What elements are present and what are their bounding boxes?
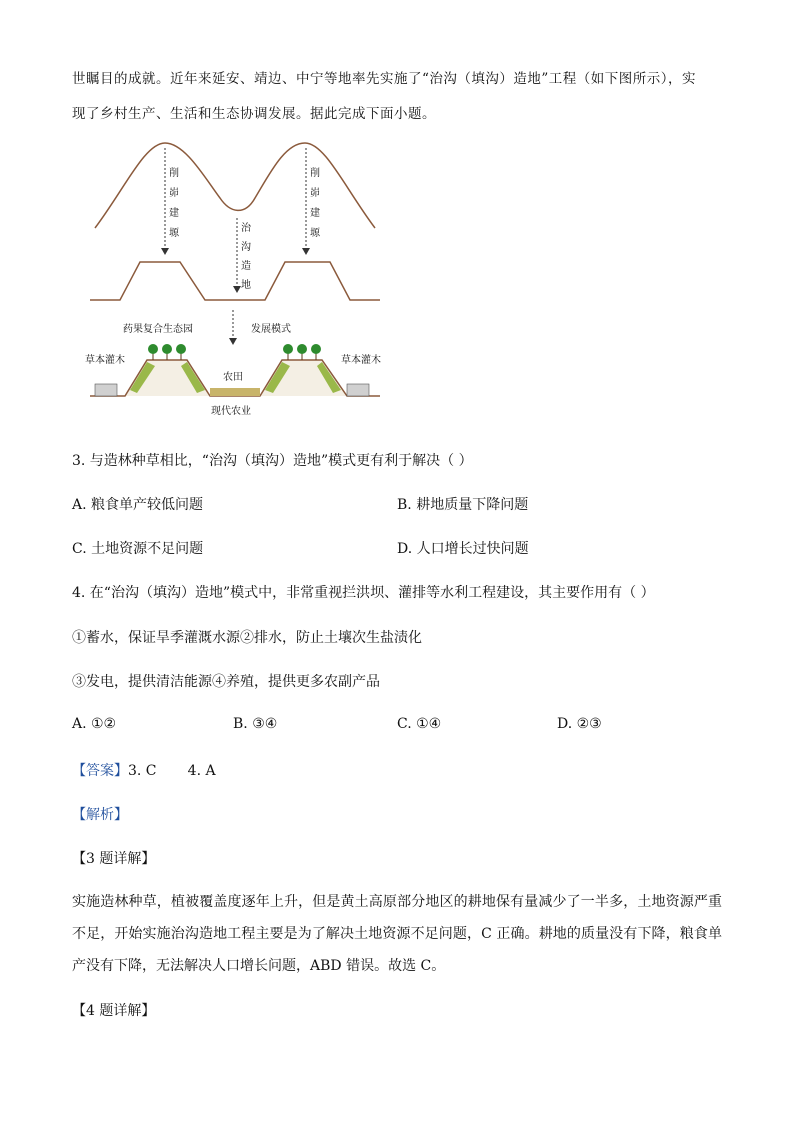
left-arrow-char: 塬 bbox=[169, 228, 179, 239]
left-arrow-char: 削 bbox=[169, 168, 179, 179]
q4-detail-title: 【4 题详解】 bbox=[72, 1003, 156, 1019]
left-arrow-char: 峁 bbox=[169, 188, 179, 199]
modern-agri-label: 现代农业 bbox=[211, 406, 251, 417]
dev-mode-label: 发展模式 bbox=[251, 324, 291, 335]
answer-text: 3. C 4. A bbox=[128, 763, 216, 779]
tree-icon bbox=[162, 344, 172, 360]
shrub-patch bbox=[347, 384, 369, 396]
arrow-down-icon bbox=[302, 248, 310, 255]
left-shrub-label: 草本灌木 bbox=[85, 355, 125, 366]
shrub-patch bbox=[95, 384, 117, 396]
tree-icon bbox=[311, 344, 321, 360]
q3-detail-body: 实施造林种草，植被覆盖度逐年上升，但是黄土高原部分地区的耕地保有量减少了一半多，土地资源严重不足，开始实施治沟造地工程主要是为了解决土地资源不足问题，C 正确。耕地的质量没有下降，粮食单产没有下降，无法解决人口增长问题，ABD 错误。故选 C。 bbox=[72, 894, 722, 974]
q4-stem: 4. 在“治沟（填沟）造地”模式中，非常重视拦洪坝、灌排等水利工程建设，其主要作用有（ ） bbox=[72, 585, 655, 601]
farmland-label: 农田 bbox=[223, 372, 243, 383]
right-arrow-char: 建 bbox=[310, 208, 320, 219]
intro-line-1: 世瞩目的成就。近年来延安、靖边、中宁等地率先实施了“治沟（填沟）造地”工程（如下图所示），实 bbox=[72, 71, 697, 87]
gully-land-diagram bbox=[85, 138, 405, 423]
right-arrow-char: 削 bbox=[310, 168, 320, 179]
middle-arrow-char: 沟 bbox=[241, 242, 251, 253]
right-shrub-label: 草本灌木 bbox=[341, 355, 381, 366]
left-arrow-char: 建 bbox=[169, 208, 179, 219]
q3-option-a: A. 粮食单产较低问题 bbox=[72, 497, 204, 513]
tree-icon bbox=[176, 344, 186, 360]
answer-row bbox=[72, 760, 216, 780]
arrow-down-icon bbox=[229, 338, 237, 345]
q3-option-b: B. 耕地质量下降问题 bbox=[397, 497, 529, 513]
answer-label: 【答案】 bbox=[72, 763, 128, 779]
q4-choices-line-2: ③发电，提供清洁能源④养殖，提供更多农副产品 bbox=[72, 674, 380, 690]
right-arrow-char: 塬 bbox=[310, 228, 320, 239]
reshaped-terrain bbox=[90, 262, 380, 300]
q4-option-b: B. ③④ bbox=[233, 716, 278, 732]
right-arrow-char: 峁 bbox=[310, 188, 320, 199]
q3-option-c: C. 土地资源不足问题 bbox=[72, 541, 204, 557]
tree-icon bbox=[297, 344, 307, 360]
q4-option-c: C. ①④ bbox=[397, 716, 442, 732]
q3-stem: 3. 与造林种草相比，“治沟（填沟）造地”模式更有利于解决（ ） bbox=[72, 453, 473, 469]
q4-choices-line-1: ①蓄水，保证旱季灌溉水源②排水，防止土壤次生盐渍化 bbox=[72, 630, 422, 646]
tree-icon bbox=[283, 344, 293, 360]
q3-option-d: D. 人口增长过快问题 bbox=[397, 541, 529, 557]
analysis-label: 【解析】 bbox=[72, 807, 128, 823]
intro-line-2: 现了乡村生产、生活和生态协调发展。据此完成下面小题。 bbox=[72, 106, 436, 122]
q3-detail-title: 【3 题详解】 bbox=[72, 851, 156, 867]
middle-arrow-char: 造 bbox=[241, 261, 251, 272]
middle-arrow-char: 治 bbox=[241, 223, 251, 234]
farmland-field bbox=[210, 388, 260, 396]
arrow-down-icon bbox=[161, 248, 169, 255]
q4-option-d: D. ②③ bbox=[557, 716, 602, 732]
middle-arrow-char: 地 bbox=[241, 280, 251, 291]
q4-option-a: A. ①② bbox=[72, 716, 117, 732]
arrow-down-icon bbox=[233, 286, 241, 293]
tree-icon bbox=[148, 344, 158, 360]
eco-park-label: 药果复合生态园 bbox=[123, 324, 193, 335]
original-terrain-curve bbox=[95, 143, 375, 228]
